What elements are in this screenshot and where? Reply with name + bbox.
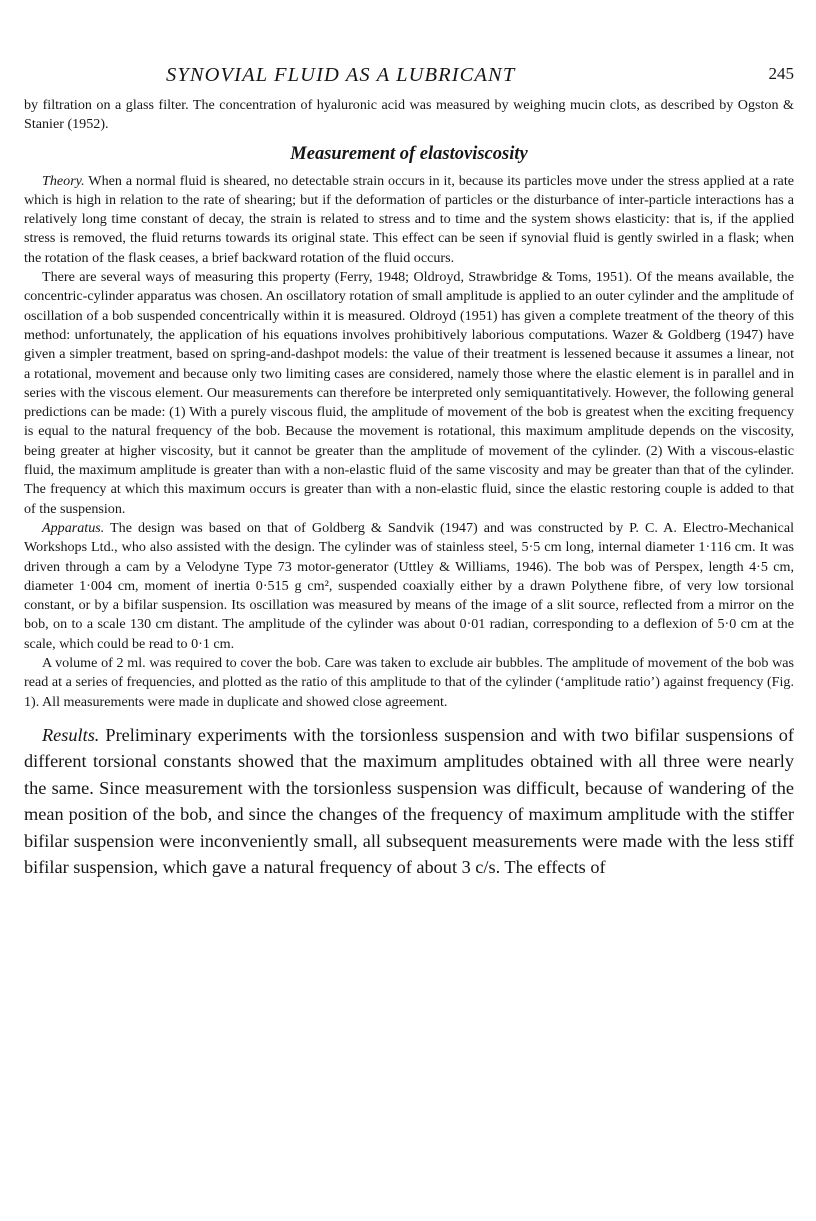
apparatus-label: Apparatus. <box>42 519 105 536</box>
running-title: SYNOVIAL FLUID AS A LUBRICANT <box>166 64 516 86</box>
page-number: 245 <box>768 64 794 83</box>
page <box>24 64 794 881</box>
theory-paragraph <box>24 172 794 268</box>
running-header <box>24 64 794 96</box>
section-heading: Measurement of elastoviscosity <box>290 143 528 164</box>
theory-label: Theory. <box>42 172 85 189</box>
apparatus-paragraph <box>24 519 794 654</box>
results-paragraph <box>24 722 794 881</box>
results-label: Results. <box>42 724 100 745</box>
volume-paragraph: A volume of 2 ml. was required to cover the bob. Care was taken to exclude air bubbles. The amplitude of movement of the bob was read at a series of frequencies, and plotted as the ratio of this amplitude to that of the cylinder (‘amplitude ratio’) against frequency (Fig. 1). All measurements were made in duplicate and showed close agreement. <box>24 655 794 710</box>
results-text: Preliminary experiments with the torsionless suspension and with two bifilar suspensions of different torsional constants showed that the maximum amplitudes obtained with all three were nearly the same. Since measurement with the torsionless suspension was difficult, because of wandering of the mean position of the bob, and since the changes of the frequency of maximum amplitude with the stiffer bifilar suspension were inconveniently small, all subsequent measurements were made with the less stiff bifilar suspension, which gave a natural frequency of about 3 c/s. The effects of <box>24 724 794 878</box>
theory-text: When a normal fluid is sheared, no detectable strain occurs in it, because its particles move under the stress applied at a rate which is high in relation to the rate of shearing; but if the deformation of particles or the disturbance of inter-particle interactions has a relatively long time constant of decay, the strain is related to stress and to time and the system shows elasticity: that is, if the applied stress is removed, the fluid returns towards its original state. This effect can be seen if synovial fluid is gently swirled in a flask; when the rotation of the flask ceases, a brief backward rotation of the fluid occurs. <box>24 172 794 266</box>
intro-paragraph: by filtration on a glass filter. The concentration of hyaluronic acid was measured by weighing mucin clots, as described by Ogston & Stanier (1952). <box>24 97 794 133</box>
apparatus-text: The design was based on that of Goldberg & Sandvik (1947) and was constructed by P. C. A. Electro-Mechanical Workshops Ltd., who also assisted with the design. The cylinder was of stainless steel, 5·5 cm long, internal diameter 1·116 cm. It was driven through a cam by a Velodyne Type 73 motor-generator (Uttley & Williams, 1946). The bob was of Perspex, length 4·5 cm, diameter 1·004 cm, moment of inertia 0·515 g cm², suspended coaxially either by a drawn Polythene fibre, of very low torsional constant, or by a bifilar suspension. Its oscillation was measured by means of the image of a slit source, reflected from a mirror on the bob, on to a scale 130 cm distant. The amplitude of the cylinder was about 0·01 radian, corresponding to a deflexion of 5·0 cm at the scale, which could be read to 0·1 cm. <box>24 519 794 652</box>
methods-paragraph: There are several ways of measuring this property (Ferry, 1948; Oldroyd, Strawbridge & Toms, 1951). Of the means available, the concentric-cylinder apparatus was chosen. An oscillatory rotation of small amplitude is applied to an outer cylinder and the amplitude of oscillation of a bob suspended concentrically within it is measured. Oldroyd (1951) has given a complete treatment of the theory of this method: unfortunately, the application of his equations involves prohibitively laborious computations. Wazer & Goldberg (1947) have given a simpler treatment, based on spring-and-dashpot models: the value of their treatment is lessened because it assumes a linear, not a rotational, movement and because only two limiting cases are considered, namely those where the elastic element is in parallel and in series with the viscous element. Our measurements can therefore be interpreted only semiquantitatively. However, the following general predictions can be made: (1) With a purely viscous fluid, the amplitude of movement of the bob is greatest when the exciting frequency is equal to the natural frequency of the bob. Because the movement is rotational, this maximum amplitude depends on the viscosity, being greater at higher viscosity, but it cannot be greater than the amplitude of movement of the cylinder. (2) With a viscous-elastic fluid, the maximum amplitude is greater than with a non-elastic fluid of the same viscosity and may be greater than that of the cylinder. The frequency at which this maximum occurs is greater than with a non-elastic fluid, since the elastic restoring couple is added to that of the suspension. <box>24 269 794 517</box>
